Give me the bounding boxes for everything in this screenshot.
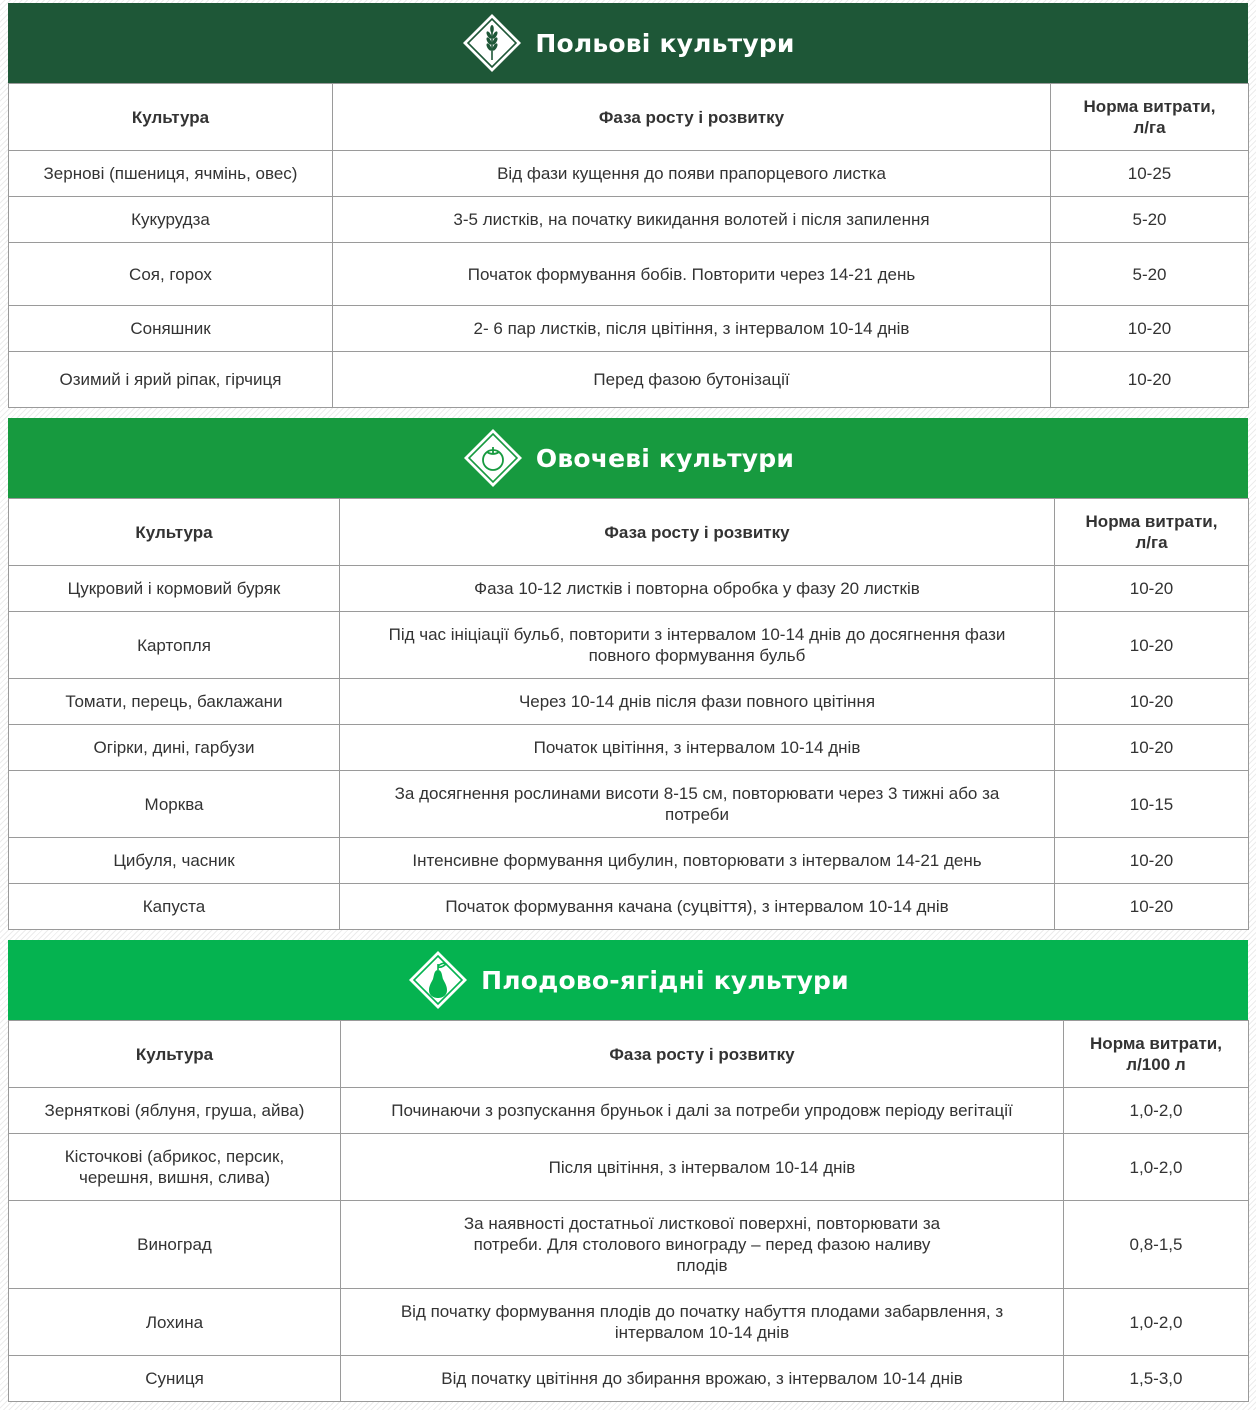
section-field-crops bbox=[8, 3, 1248, 408]
phase-cell: За наявності достатньої листкової поверхні, повторювати за потреби. Для столового винограду – перед фазою наливу плодів bbox=[341, 1201, 1064, 1289]
crop-cell: Соняшник bbox=[9, 306, 333, 352]
rate-cell: 10-25 bbox=[1051, 151, 1249, 197]
crop-cell: Лохина bbox=[9, 1289, 341, 1356]
rate-cell: 10-20 bbox=[1055, 725, 1249, 771]
table-row bbox=[9, 197, 1249, 243]
header-rate: Норма витрати, л/га bbox=[1055, 499, 1249, 566]
rate-cell: 0,8-1,5 bbox=[1064, 1201, 1249, 1289]
header-phase: Фаза росту і розвитку bbox=[333, 84, 1051, 151]
table-header-row bbox=[9, 499, 1249, 566]
phase-cell: Від фази кущення до появи прапорцевого листка bbox=[333, 151, 1051, 197]
dosage-table bbox=[8, 83, 1249, 408]
crop-cell: Зернові (пшениця, ячмінь, овес) bbox=[9, 151, 333, 197]
header-rate: Норма витрати, л/100 л bbox=[1064, 1021, 1249, 1088]
table-row bbox=[9, 838, 1249, 884]
section-fruit-crops bbox=[8, 940, 1248, 1402]
rate-cell: 10-20 bbox=[1051, 352, 1249, 408]
phase-cell: Від початку цвітіння до збирання врожаю, з інтервалом 10-14 днів bbox=[341, 1356, 1064, 1402]
rate-cell: 10-20 bbox=[1055, 884, 1249, 930]
crop-cell: Цибуля, часник bbox=[9, 838, 340, 884]
table-row bbox=[9, 1201, 1249, 1289]
header-phase: Фаза росту і розвитку bbox=[340, 499, 1055, 566]
rate-cell: 1,0-2,0 bbox=[1064, 1289, 1249, 1356]
phase-cell: Від початку формування плодів до початку набуття плодами забарвлення, з інтервалом 10-14 днів bbox=[341, 1289, 1064, 1356]
table-row bbox=[9, 566, 1249, 612]
table-row bbox=[9, 243, 1249, 306]
crop-cell: Цукровий і кормовий буряк bbox=[9, 566, 340, 612]
phase-cell: Починаючи з розпускання бруньок і далі за потреби упродовж періоду вегітації bbox=[341, 1088, 1064, 1134]
phase-cell: Початок формування бобів. Повторити через 14-21 день bbox=[333, 243, 1051, 306]
phase-cell: 3-5 листків, на початку викидання волотей і після запилення bbox=[333, 197, 1051, 243]
crop-cell: Соя, горох bbox=[9, 243, 333, 306]
table-row bbox=[9, 1088, 1249, 1134]
rate-cell: 10-15 bbox=[1055, 771, 1249, 838]
section-banner bbox=[8, 940, 1248, 1020]
phase-cell: За досягнення рослинами висоти 8-15 см, повторювати через 3 тижні або за потреби bbox=[340, 771, 1055, 838]
rate-cell: 1,5-3,0 bbox=[1064, 1356, 1249, 1402]
phase-cell: Початок цвітіння, з інтервалом 10-14 днів bbox=[340, 725, 1055, 771]
phase-cell: Після цвітіння, з інтервалом 10-14 днів bbox=[341, 1134, 1064, 1201]
table-header-row bbox=[9, 84, 1249, 151]
crop-cell: Морква bbox=[9, 771, 340, 838]
rate-cell: 10-20 bbox=[1055, 838, 1249, 884]
rate-cell: 1,0-2,0 bbox=[1064, 1134, 1249, 1201]
rate-cell: 5-20 bbox=[1051, 197, 1249, 243]
table-row bbox=[9, 679, 1249, 725]
table-row bbox=[9, 306, 1249, 352]
phase-cell: Під час ініціації бульб, повторити з інтервалом 10-14 днів до досягнення фази повного формування бульб bbox=[340, 612, 1055, 679]
crop-cell: Суниця bbox=[9, 1356, 341, 1402]
crop-cell: Озимий і ярий ріпак, гірчиця bbox=[9, 352, 333, 408]
crop-cell: Картопля bbox=[9, 612, 340, 679]
dosage-table bbox=[8, 1020, 1249, 1402]
crop-cell: Кукурудза bbox=[9, 197, 333, 243]
pear-icon bbox=[407, 949, 469, 1011]
rate-cell: 1,0-2,0 bbox=[1064, 1088, 1249, 1134]
crop-cell: Капуста bbox=[9, 884, 340, 930]
rate-cell: 5-20 bbox=[1051, 243, 1249, 306]
header-crop: Культура bbox=[9, 84, 333, 151]
table-row bbox=[9, 1356, 1249, 1402]
header-rate: Норма витрати, л/га bbox=[1051, 84, 1249, 151]
table-row bbox=[9, 1134, 1249, 1201]
table-header-row bbox=[9, 1021, 1249, 1088]
rate-cell: 10-20 bbox=[1055, 566, 1249, 612]
table-row bbox=[9, 725, 1249, 771]
phase-cell: Фаза 10-12 листків і повторна обробка у фазу 20 листків bbox=[340, 566, 1055, 612]
table-row bbox=[9, 612, 1249, 679]
crop-cell: Томати, перець, баклажани bbox=[9, 679, 340, 725]
phase-cell: Початок формування качана (суцвіття), з інтервалом 10-14 днів bbox=[340, 884, 1055, 930]
phase-cell: Через 10-14 днів після фази повного цвітіння bbox=[340, 679, 1055, 725]
section-banner bbox=[8, 3, 1248, 83]
wheat-icon bbox=[461, 12, 523, 74]
tomato-icon bbox=[462, 427, 524, 489]
section-title: Польові культури bbox=[535, 28, 795, 58]
crop-cell: Виноград bbox=[9, 1201, 341, 1289]
dosage-table bbox=[8, 498, 1249, 930]
phase-cell: Перед фазою бутонізації bbox=[333, 352, 1051, 408]
header-phase: Фаза росту і розвитку bbox=[341, 1021, 1064, 1088]
phase-cell: Інтенсивне формування цибулин, повторювати з інтервалом 14-21 день bbox=[340, 838, 1055, 884]
rate-cell: 10-20 bbox=[1051, 306, 1249, 352]
header-crop: Культура bbox=[9, 499, 340, 566]
table-row bbox=[9, 884, 1249, 930]
crop-cell: Кісточкові (абрикос, персик, черешня, вишня, слива) bbox=[9, 1134, 341, 1201]
phase-cell: 2- 6 пар листків, після цвітіння, з інтервалом 10-14 днів bbox=[333, 306, 1051, 352]
table-row bbox=[9, 151, 1249, 197]
section-title: Плодово-ягідні культури bbox=[481, 965, 849, 995]
crop-cell: Огірки, дині, гарбузи bbox=[9, 725, 340, 771]
rate-cell: 10-20 bbox=[1055, 679, 1249, 725]
table-row bbox=[9, 352, 1249, 408]
section-title: Овочеві культури bbox=[535, 443, 795, 473]
section-vegetable-crops bbox=[8, 418, 1248, 930]
section-banner bbox=[8, 418, 1248, 498]
table-row bbox=[9, 1289, 1249, 1356]
rate-cell: 10-20 bbox=[1055, 612, 1249, 679]
crop-cell: Зерняткові (яблуня, груша, айва) bbox=[9, 1088, 341, 1134]
header-crop: Культура bbox=[9, 1021, 341, 1088]
table-row bbox=[9, 771, 1249, 838]
